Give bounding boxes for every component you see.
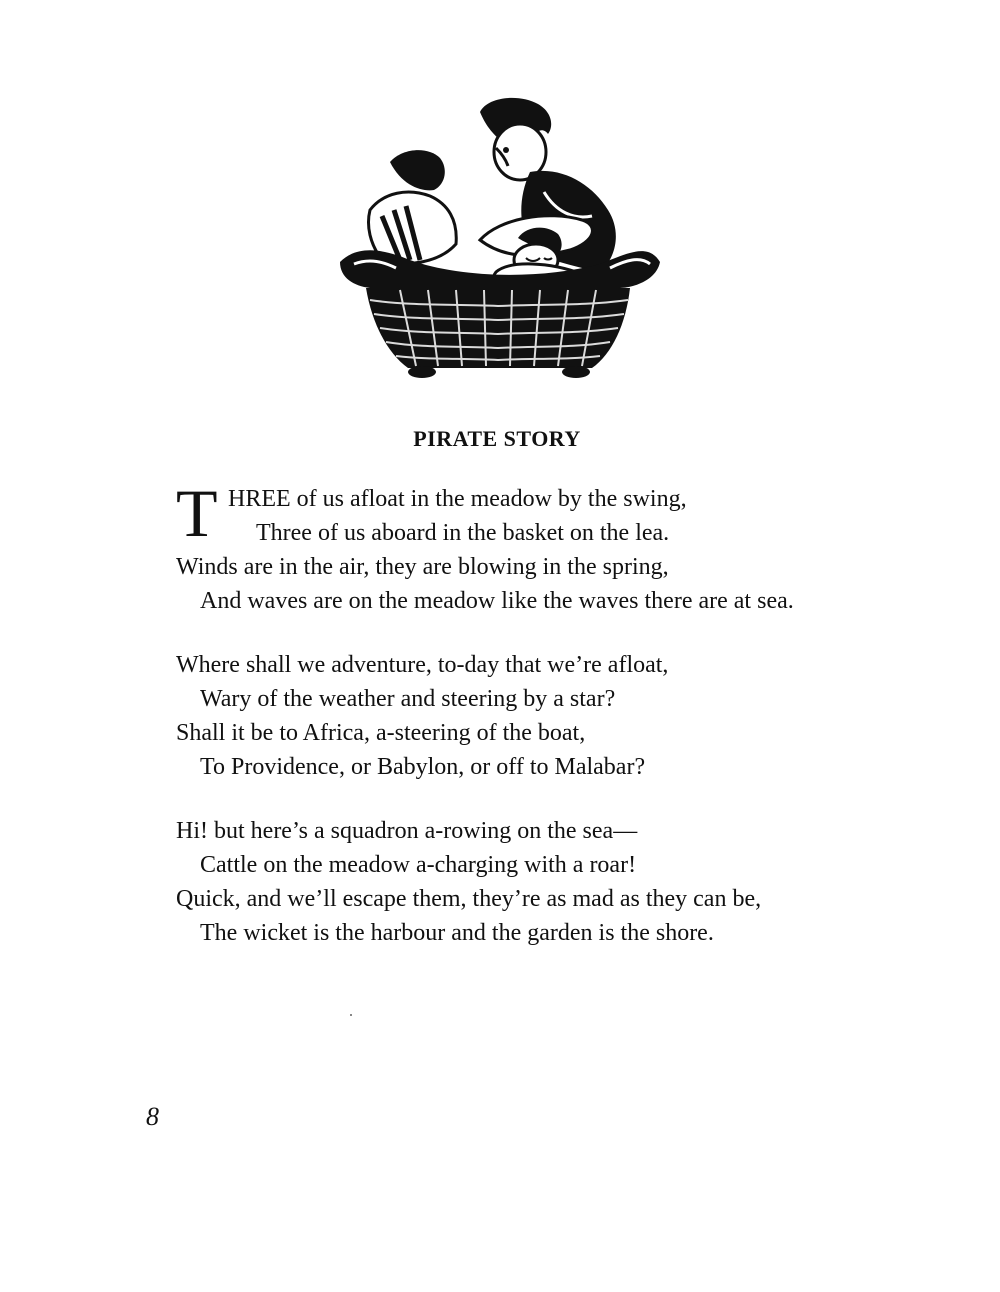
poem-line: Wary of the weather and steering by a star? bbox=[200, 686, 616, 712]
stanza-2 bbox=[176, 648, 896, 784]
poem-line: And waves are on the meadow like the waves there are at sea. bbox=[200, 588, 794, 614]
poem-line: Hi! but here’s a squadron a-rowing on the sea— bbox=[176, 818, 638, 844]
children-in-basket-illustration bbox=[330, 92, 666, 380]
poem-line: The wicket is the harbour and the garden is the shore. bbox=[200, 920, 714, 946]
stanza-3 bbox=[176, 814, 896, 950]
drop-cap: T bbox=[176, 475, 218, 551]
poem-line: Shall it be to Africa, a-steering of the boat, bbox=[176, 720, 586, 746]
poem-line: HREE of us afloat in the meadow by the swing, bbox=[228, 486, 687, 512]
page-number: 8 bbox=[146, 1102, 159, 1131]
poem-line: Cattle on the meadow a-charging with a roar! bbox=[200, 852, 637, 878]
poem-body bbox=[176, 475, 896, 980]
poem-line: Where shall we adventure, to-day that we’re afloat, bbox=[176, 652, 669, 678]
poem-line: Winds are in the air, they are blowing in the spring, bbox=[176, 554, 669, 580]
first-lines bbox=[176, 475, 896, 551]
ink-speck bbox=[350, 1014, 352, 1016]
poem-line: Quick, and we’ll escape them, they’re as mad as they can be, bbox=[176, 886, 762, 912]
poem-title: PIRATE STORY bbox=[413, 426, 581, 451]
stanza-1 bbox=[176, 475, 896, 618]
poem-line: To Providence, or Babylon, or off to Malabar? bbox=[200, 754, 646, 780]
poem-line: Three of us aboard in the basket on the lea. bbox=[256, 520, 670, 546]
